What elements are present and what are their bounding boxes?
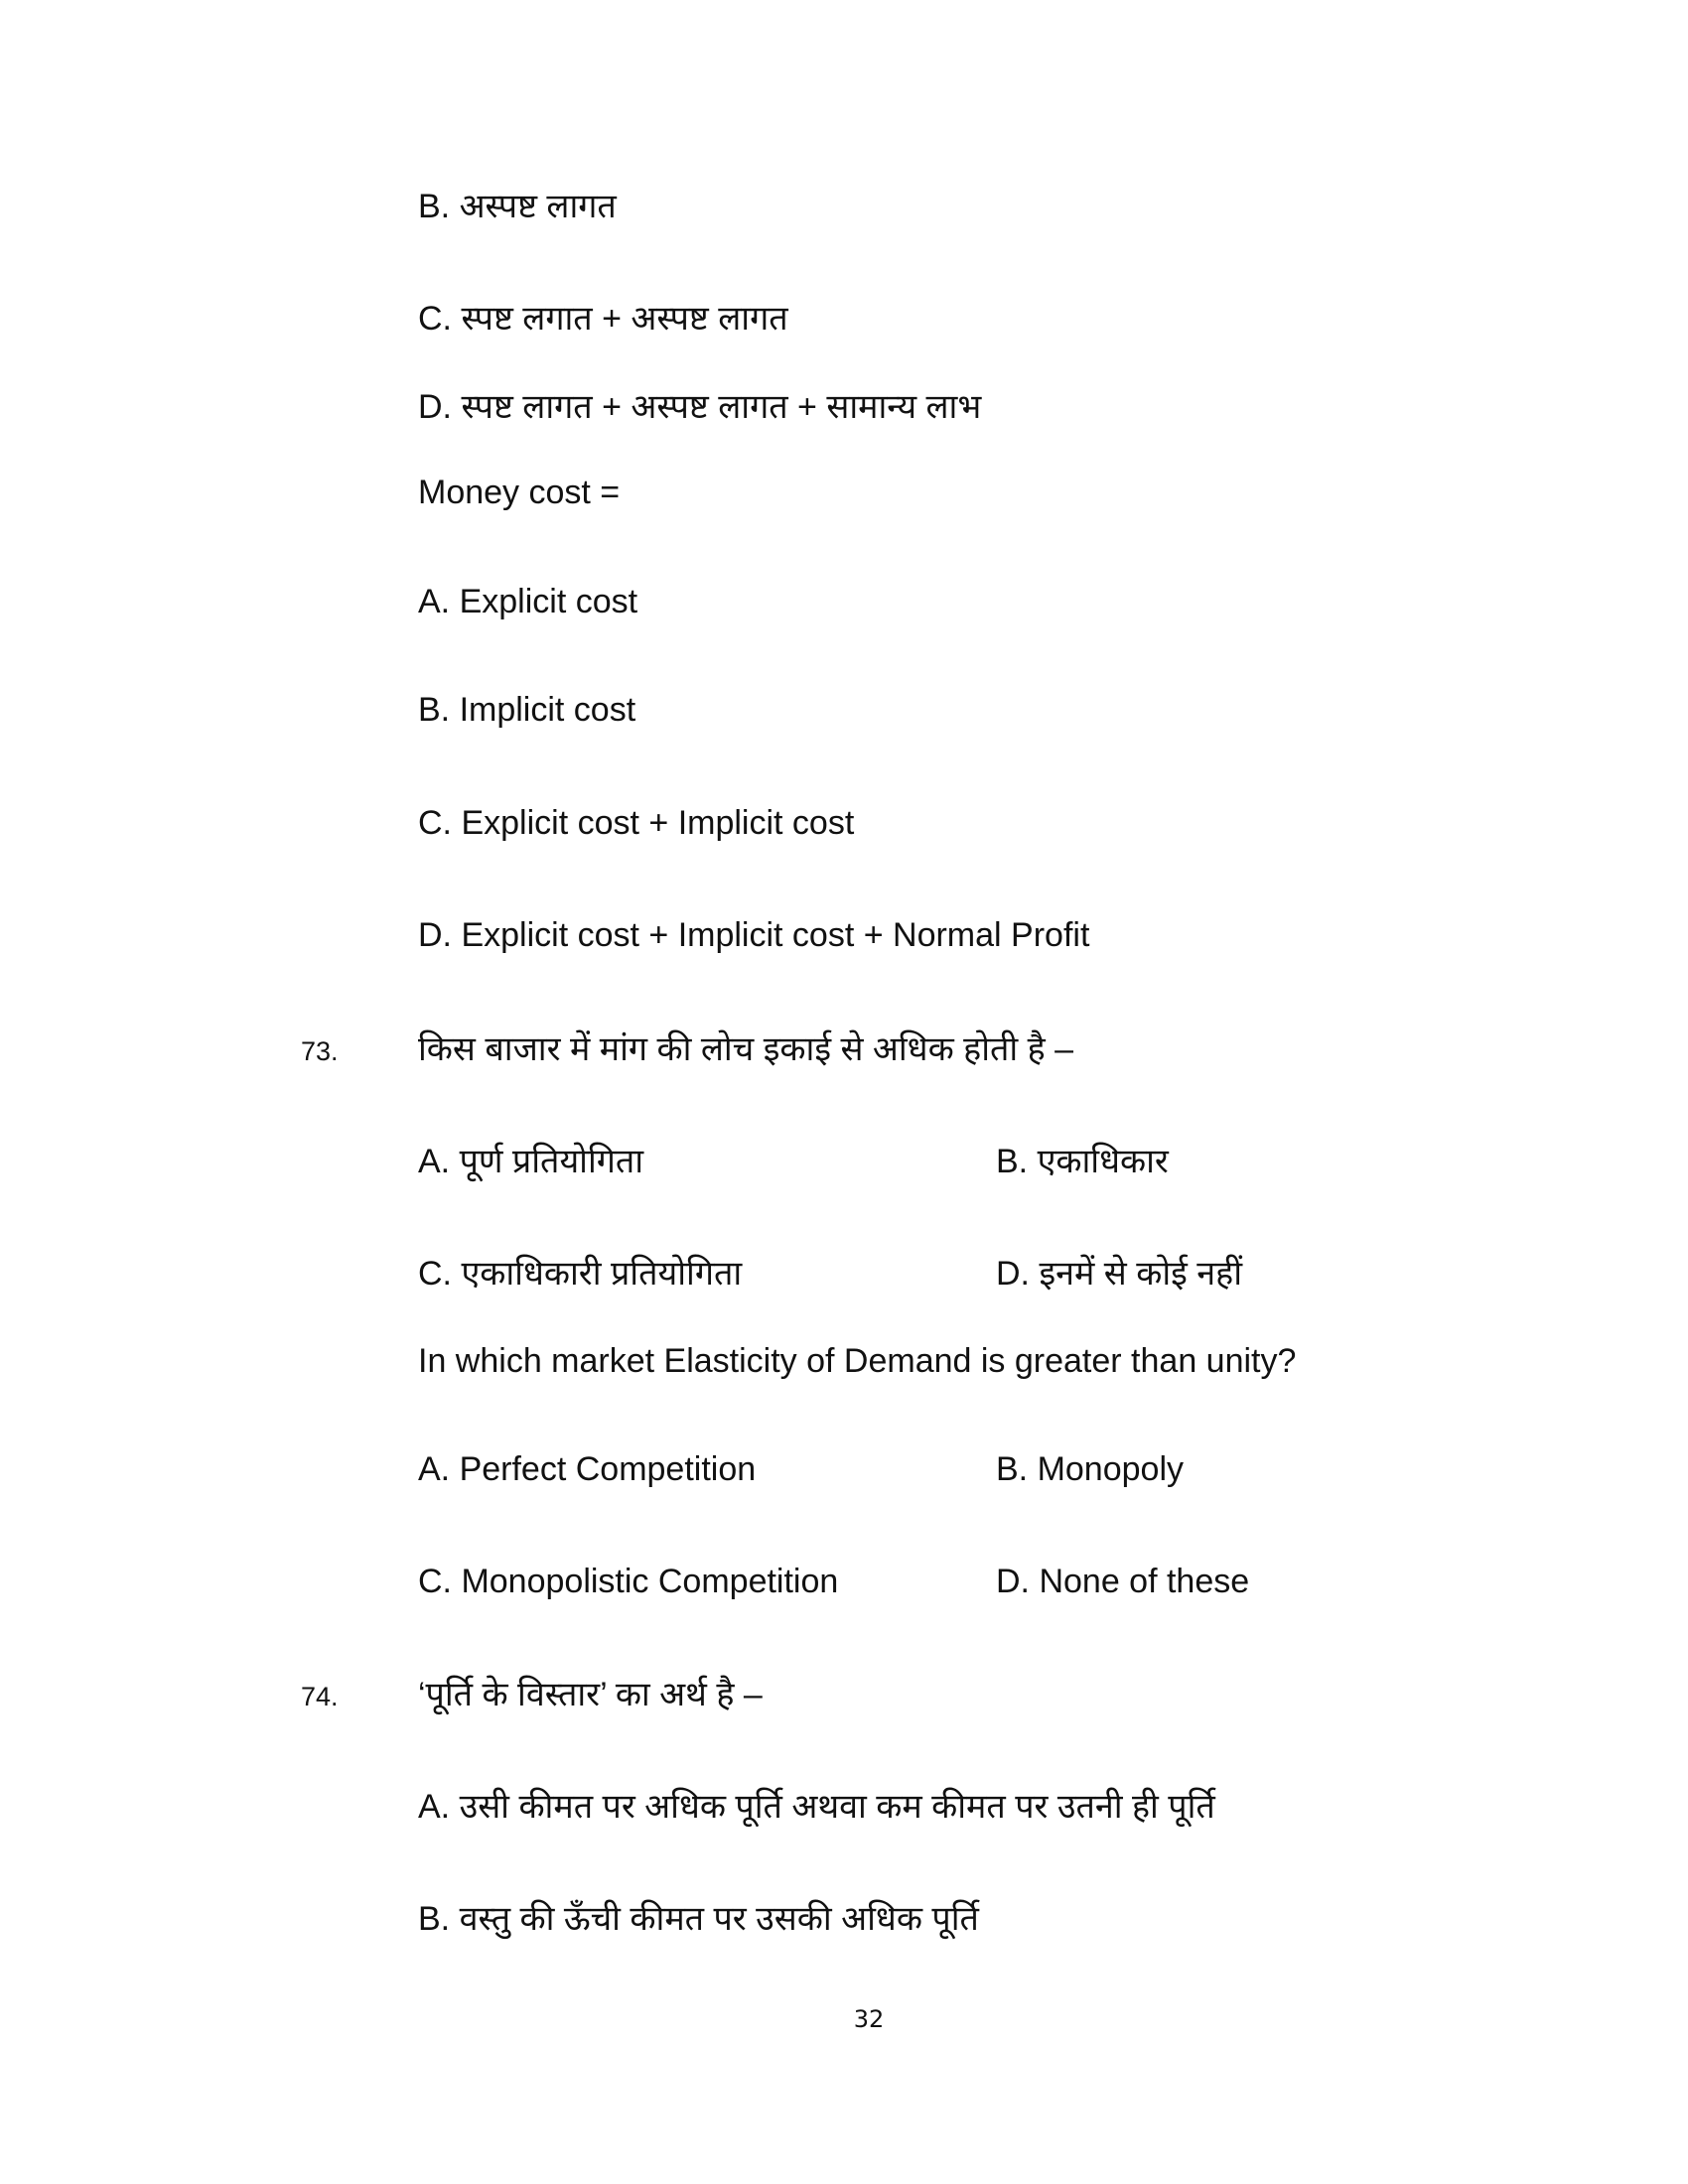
q72-hindi-option-d: D. स्पष्ट लागत + अस्पष्ट लागत + सामान्य लाभ <box>418 388 982 426</box>
q72-english-option-c: C. Explicit cost + Implicit cost <box>418 804 855 842</box>
q73-hindi-option-b: B. एकाधिकार <box>996 1143 1169 1180</box>
q74-hindi-option-a: A. उसी कीमत पर अधिक पूर्ति अथवा कम कीमत पर उतनी ही पूर्ति <box>418 1788 1215 1826</box>
q73-english-option-a: A. Perfect Competition <box>418 1450 757 1488</box>
q72-hindi-option-c: C. स्पष्ट लगात + अस्पष्ट लागत <box>418 300 788 338</box>
q73-number: 73. <box>301 1036 339 1066</box>
q73-hindi-option-d: D. इनमें से कोई नहीं <box>996 1255 1243 1293</box>
q73-hindi-option-a: A. पूर्ण प्रतियोगिता <box>418 1143 644 1180</box>
page-number: 32 <box>853 2005 885 2033</box>
q73-english-option-c: C. Monopolistic Competition <box>418 1563 839 1600</box>
q74-number: 74. <box>301 1682 339 1711</box>
q74-hindi-option-b: B. वस्तु की ऊँची कीमत पर उसकी अधिक पूर्ति <box>418 1900 979 1938</box>
q73-hindi-option-c: C. एकाधिकारी प्रतियोगिता <box>418 1255 743 1293</box>
q74-hindi-question: ‘पूर्ति के विस्तार’ का अर्थ है – <box>418 1676 763 1713</box>
q73-english-question: In which market Elasticity of Demand is greater than unity? <box>418 1342 1297 1380</box>
q72-english-option-a: A. Explicit cost <box>418 583 638 620</box>
q72-english-question: Money cost = <box>418 474 621 511</box>
q73-hindi-question: किस बाजार में मांग की लोच इकाई से अधिक होती है – <box>418 1030 1074 1068</box>
q73-english-option-d: D. None of these <box>996 1563 1250 1600</box>
q72-english-option-d: D. Explicit cost + Implicit cost + Normal Profit <box>418 916 1090 954</box>
q73-english-option-b: B. Monopoly <box>996 1450 1184 1488</box>
q72-hindi-option-b: B. अस्पष्ट लागत <box>418 188 617 225</box>
q72-english-option-b: B. Implicit cost <box>418 691 636 729</box>
